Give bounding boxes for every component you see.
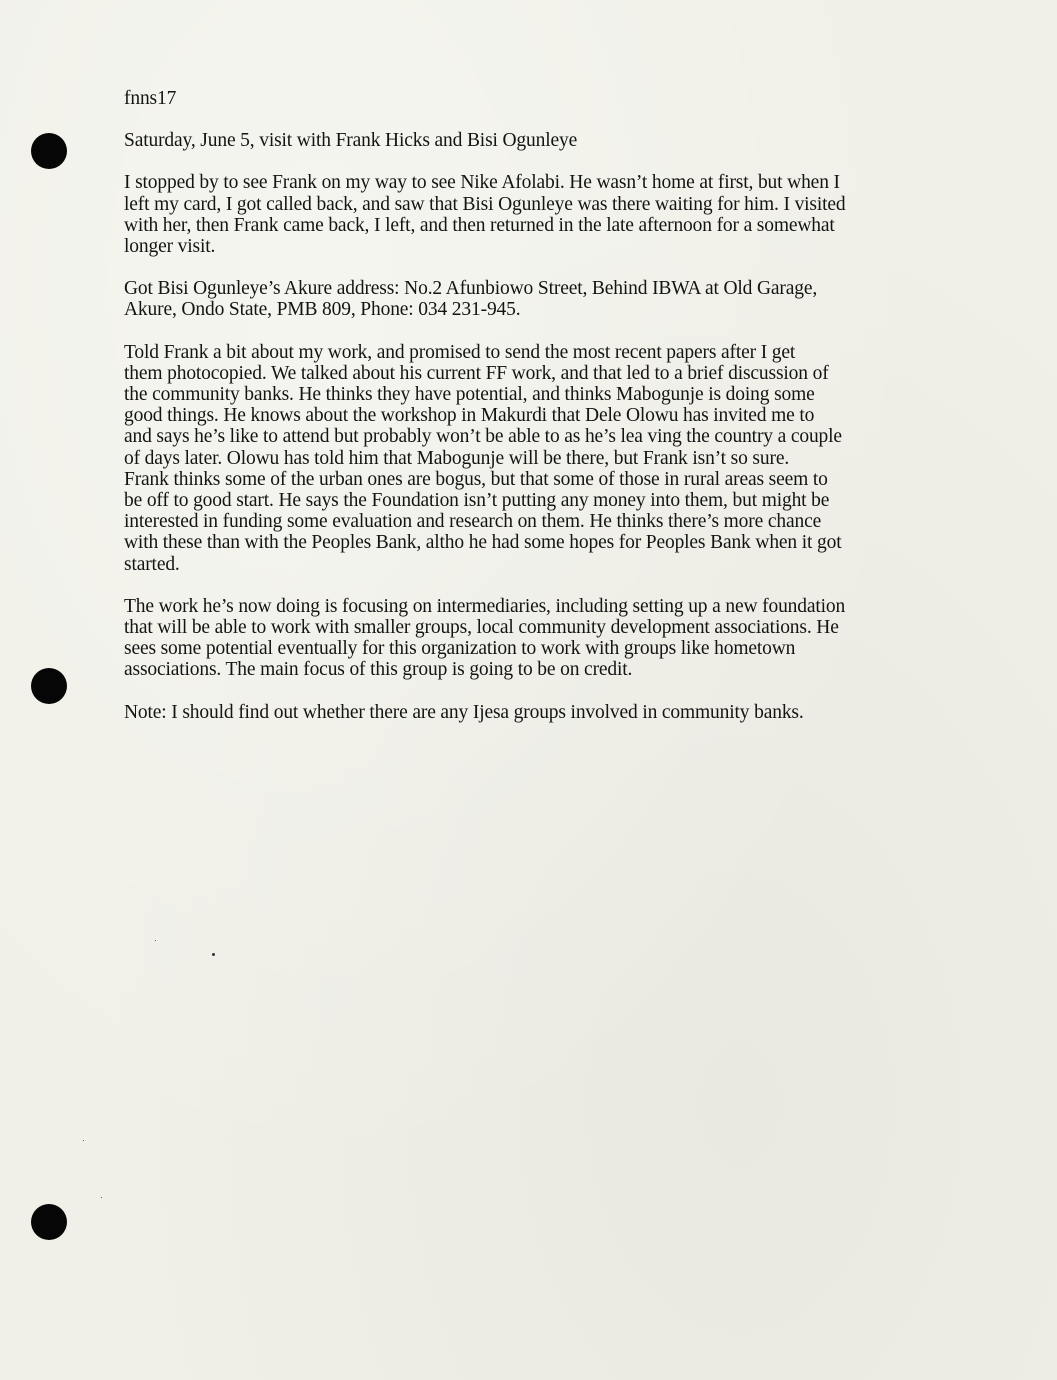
paper-speck (155, 940, 156, 941)
text-line: The work he’s now doing is focusing on intermediaries, including setting up a new foundation (124, 595, 846, 617)
binder-hole-bottom (31, 1204, 67, 1240)
text-line: be off to good start. He says the Foundation isn’t putting any money into them, but might be (124, 490, 830, 512)
text-line: them photocopied. We talked about his current FF work, and that led to a brief discussion of (124, 362, 829, 384)
paper-speck (212, 953, 215, 956)
text-line: Note: I should find out whether there are any Ijesa groups involved in community banks. (124, 701, 804, 723)
paragraph-address (124, 278, 944, 320)
text-line: Frank thinks some of the urban ones are bogus, but that some of those in rural areas seem to (124, 468, 828, 490)
text-line: interested in funding some evaluation and research on them. He thinks there’s more chance (124, 511, 822, 533)
text-line: of days later. Olowu has told him that Mabogunje will be there, but Frank isn’t so sure. (124, 447, 790, 469)
text-line: with her, then Frank came back, I left, and then returned in the late afternoon for a somewhat (124, 214, 835, 236)
text-line: good things. He knows about the workshop in Makurdi that Dele Olowu has invited me to (124, 405, 815, 427)
text-line: with these than with the Peoples Bank, altho he had some hopes for Peoples Bank when it got (124, 532, 842, 554)
text-line: Got Bisi Ogunleye’s Akure address: No.2 Afunbiowo Street, Behind IBWA at Old Garage, (124, 278, 818, 300)
paragraph-current-work (124, 596, 944, 681)
text-line: started. (124, 553, 180, 575)
paper-speck (101, 1197, 102, 1198)
text-line: Akure, Ondo State, PMB 809, Phone: 034 231-945. (124, 299, 521, 321)
text-line: the community banks. He thinks they have potential, and thinks Mabogunje is doing some (124, 384, 815, 406)
document-id: fnns17 (124, 88, 177, 109)
text-line: longer visit. (124, 236, 216, 258)
paper-speck (83, 1140, 84, 1141)
binder-hole-middle (31, 668, 67, 704)
binder-hole-top (31, 133, 67, 169)
paragraph-visit (124, 172, 944, 257)
text-line: left my card, I got called back, and saw that Bisi Ogunleye was there waiting for him. I visited (124, 193, 846, 215)
paragraph-note (124, 702, 944, 723)
document-body (124, 88, 944, 744)
text-line: I stopped by to see Frank on my way to see Nike Afolabi. He wasn’t home at first, but when I (124, 172, 840, 194)
paragraph-discussion (124, 342, 944, 575)
text-line: associations. The main focus of this group is going to be on credit. (124, 659, 633, 681)
text-line: that will be able to work with smaller groups, local community development associations. He (124, 617, 839, 639)
text-line: sees some potential eventually for this organization to work with groups like hometown (124, 638, 796, 660)
text-line: and says he’s like to attend but probably won’t be able to as he’s lea ving the country a couple (124, 426, 842, 448)
entry-heading: Saturday, June 5, visit with Frank Hicks and Bisi Ogunleye (124, 130, 578, 152)
text-line: Told Frank a bit about my work, and promised to send the most recent papers after I get (124, 341, 796, 363)
